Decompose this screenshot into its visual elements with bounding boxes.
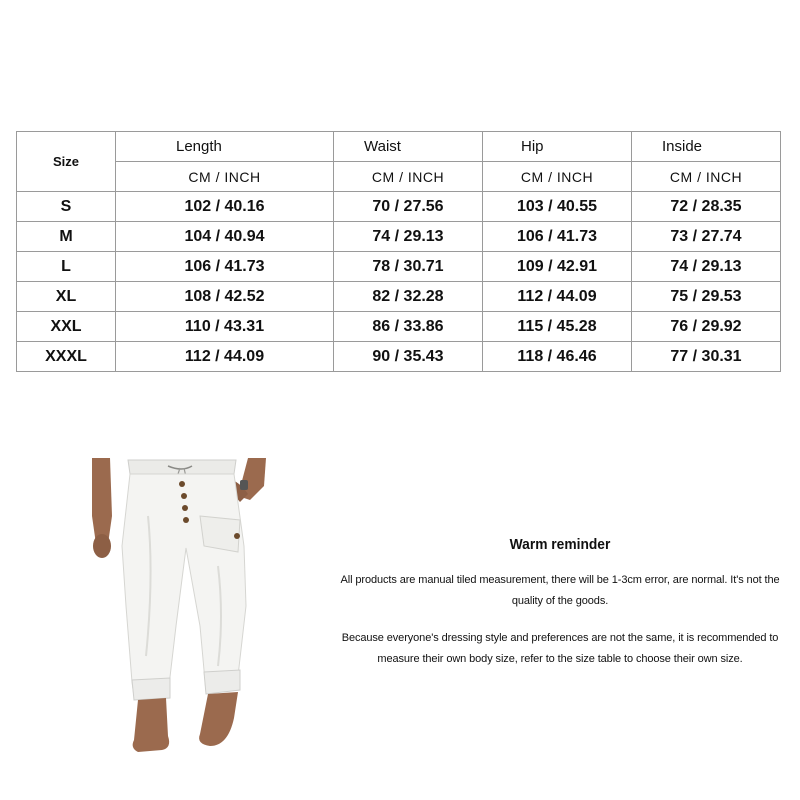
hip-cell: 112 / 44.09 xyxy=(483,282,632,312)
size-cell: XL xyxy=(17,282,116,312)
hip-cell: 103 / 40.55 xyxy=(483,192,632,222)
table-row xyxy=(17,282,781,312)
waist-cell: 90 / 35.43 xyxy=(334,342,483,372)
hip-cell: 109 / 42.91 xyxy=(483,252,632,282)
length-unit: CM / INCH xyxy=(116,162,334,192)
table-row xyxy=(17,222,781,252)
size-cell: S xyxy=(17,192,116,222)
pants-model-image xyxy=(88,456,278,756)
warm-reminder-section xyxy=(325,536,795,686)
header-row xyxy=(17,132,781,162)
size-cell: XXL xyxy=(17,312,116,342)
length-header: Length xyxy=(116,132,334,162)
inside-header: Inside xyxy=(632,132,781,162)
waist-cell: 86 / 33.86 xyxy=(334,312,483,342)
size-chart-table xyxy=(16,131,781,372)
table-row xyxy=(17,192,781,222)
length-cell: 106 / 41.73 xyxy=(116,252,334,282)
length-cell: 112 / 44.09 xyxy=(116,342,334,372)
inside-cell: 75 / 29.53 xyxy=(632,282,781,312)
size-cell: L xyxy=(17,252,116,282)
waist-cell: 70 / 27.56 xyxy=(334,192,483,222)
size-column-header: Size xyxy=(17,132,116,192)
size-cell: XXXL xyxy=(17,342,116,372)
length-cell: 110 / 43.31 xyxy=(116,312,334,342)
length-cell: 102 / 40.16 xyxy=(116,192,334,222)
hip-unit: CM / INCH xyxy=(483,162,632,192)
size-cell: M xyxy=(17,222,116,252)
reminder-size-advice: Because everyone's dressing style and preferences are not the same, it is recommended to measure their own body size, refer to the size table to choose their own size. xyxy=(341,632,779,665)
length-cell: 108 / 42.52 xyxy=(116,282,334,312)
waist-cell: 82 / 32.28 xyxy=(334,282,483,312)
inside-cell: 74 / 29.13 xyxy=(632,252,781,282)
hip-cell: 115 / 45.28 xyxy=(483,312,632,342)
reminder-measurement-note: All products are manual tiled measurement, there will be 1-3cm error, are normal. It's not the quality of the goods. xyxy=(340,574,780,607)
inside-cell: 77 / 30.31 xyxy=(632,342,781,372)
table-row xyxy=(17,252,781,282)
length-cell: 104 / 40.94 xyxy=(116,222,334,252)
waist-cell: 78 / 30.71 xyxy=(334,252,483,282)
inside-unit: CM / INCH xyxy=(632,162,781,192)
table-row xyxy=(17,342,781,372)
hip-header: Hip xyxy=(483,132,632,162)
waist-header: Waist xyxy=(334,132,483,162)
waist-unit: CM / INCH xyxy=(334,162,483,192)
inside-cell: 72 / 28.35 xyxy=(632,192,781,222)
table-row xyxy=(17,312,781,342)
hip-cell: 118 / 46.46 xyxy=(483,342,632,372)
inside-cell: 73 / 27.74 xyxy=(632,222,781,252)
warm-reminder-title: Warm reminder xyxy=(509,536,611,553)
waist-cell: 74 / 29.13 xyxy=(334,222,483,252)
inside-cell: 76 / 29.92 xyxy=(632,312,781,342)
unit-row xyxy=(17,162,781,192)
hip-cell: 106 / 41.73 xyxy=(483,222,632,252)
